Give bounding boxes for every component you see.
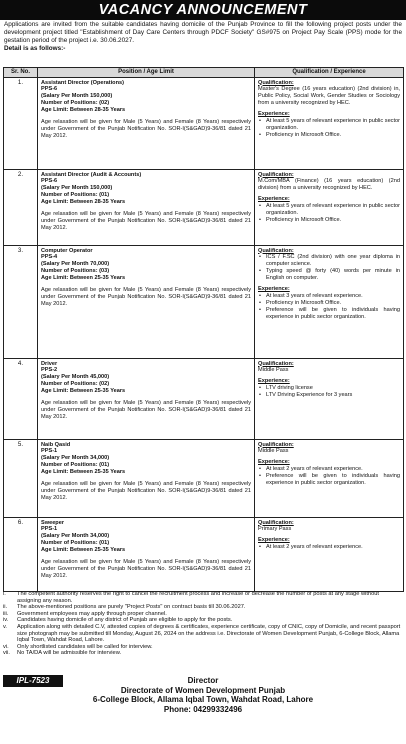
vacancy-table [3,67,404,592]
position-salary: (Salary Per Month 45,000) [41,374,110,381]
age-relaxation-text: Age relaxation will be given for Male (5 Years) and Female (8 Years) respectively under Government of the Punjab Notification No. SOR-I(S&GAD)9-36/81 dated 21 May 2012. [41,211,251,231]
sr-number: 5. [4,440,38,518]
qualification-list [258,254,400,282]
experience-heading: Experience: [258,196,290,203]
position-cell [38,440,255,518]
table-row [4,518,404,592]
list-item: • ICS / F.SC (2nd division) with one year diploma in computer science. [266,254,400,268]
qualification-text: Master's Degree (16 years education) (2nd division) in, Public Policy, Social Work, Gender Studies or Sociology from a university recognized by HEC. [258,86,400,107]
qualification-heading: Qualification: [258,171,294,178]
position-title: Naib Qasid [41,441,71,448]
position-grade: PPS-6 [41,178,58,185]
page-title: VACANCY ANNOUNCEMENT [0,0,406,20]
position-age-limit: Age Limit: Between 25-35 Years [41,547,126,554]
qualification-heading: Qualification: [258,360,294,367]
sr-header: Sr. No. [4,68,38,78]
reference-badge: IPL-7523 [3,675,63,687]
qualification-cell [255,170,404,246]
experience-heading: Experience: [258,111,290,118]
table-row [4,440,404,518]
position-title: Computer Operator [41,247,93,254]
position-salary: (Salary Per Month 150,000) [41,185,113,192]
intro-text: Applications are invited from the suitable candidates having domicile of the Punjab Province to fill the following project posts under the development project titled "Establishment of Day Care Centers through PDCF Society" GS#975 on Project Pay Scale (PPS) mode for the gestation period of the project i.e. 30.06.2027. [4,21,402,44]
position-cell [38,518,255,592]
intro-detail-label: Detail is as follows:- [4,45,66,52]
sr-number: 1. [4,78,38,170]
note-row [3,591,403,604]
position-age-limit: Age Limit: Between 28-35 Years [41,199,126,206]
position-cell [38,170,255,246]
note-text: Candidates having domicile of any district of Punjab are eligible to apply for the posts. [17,617,233,624]
position-grade: PPS-6 [41,86,58,93]
position-title: Assistant Director (Operations) [41,79,124,86]
list-item: • At least 2 years of relevant experience. [266,466,400,473]
note-row [3,644,403,651]
qualification-cell [255,518,404,592]
qualification-cell [255,440,404,518]
position-title: Sweeper [41,519,65,526]
note-row [3,624,403,644]
note-text: The above-mentioned positions are purely "Project Posts" on contract basis till 30.06.2027. [17,604,246,611]
list-item: • Typing speed @ forty (40) words per minute in English on computer. [266,268,400,282]
signature-block [0,676,406,714]
position-count: Number of Positions: (01) [41,192,110,199]
table-header-row [4,68,404,78]
position-count: Number of Positions: (02) [41,381,110,388]
note-number: i. [3,591,6,597]
note-number: vi. [3,643,9,650]
office-name: Directorate of Women Development Punjab [120,685,286,695]
note-text: No TA/DA will be admissible for interview. [17,650,122,657]
intro-paragraph [4,21,402,53]
position-count: Number of Positions: (01) [41,540,110,547]
note-row [3,617,403,624]
position-age-limit: Age Limit: Between 28-35 Years [41,107,126,114]
list-item: • Preference will be given to individuals having experience in public sector organization. [266,307,400,321]
experience-heading: Experience: [258,459,290,466]
position-title: Assistant Director (Audit & Accounts) [41,171,142,178]
list-item: • LTV Driving Experience for 3 years [266,392,400,399]
position-age-limit: Age Limit: Between 25-35 Years [41,388,126,395]
note-number: vii. [3,650,10,657]
note-number: iii. [3,610,9,617]
position-grade: PPS-4 [41,254,58,261]
qualification-text: M.Com/MBA (Finance) (16 years education) (2nd division) from a university recognized by HEC. [258,178,400,192]
table-row [4,170,404,246]
note-text: Government employees may apply through proper channel. [17,610,167,617]
qualification-heading: Qualification: [258,79,294,86]
list-item: • Preference will be given to individuals having experience in public sector organization. [266,473,400,487]
position-salary: (Salary Per Month 34,000) [41,533,110,540]
position-grade: PPS-2 [41,367,58,374]
experience-list [258,466,400,487]
position-header: Position / Age Limit [38,68,255,78]
position-grade: PPS-1 [41,448,58,455]
age-relaxation-text: Age relaxation will be given for Male (5 Years) and Female (8 Years) respectively under Government of the Punjab Notification No. SOR-I(S&GAD)9-36/81 dated 21 May 2012. [41,119,251,139]
note-text: Application along with detailed C.V, attested copies of degrees & certificates, experience certificate, copy of CNIC, copy of Domicile, and recent passport size photograph may be submitted till Monday, August 26, 2024 on the address i.e. Directorate of Women Development Punjab, 6-College Block, Allama Iqbal Town, Wahdat Road, Lahore. [17,623,401,644]
position-title: Driver [41,360,58,367]
sr-number: 4. [4,359,38,440]
note-number: v. [3,623,8,630]
qualification-text: Middle Pass [258,448,289,455]
age-relaxation-text: Age relaxation will be given for Male (5 Years) and Female (8 Years) respectively under Government of the Punjab Notification No. SOR-I(S&GAD)9-36/81 dated 21 May 2012. [41,481,251,501]
position-age-limit: Age Limit: Between 25-35 Years [41,469,126,476]
position-count: Number of Positions: (01) [41,462,110,469]
table-row [4,246,404,359]
positions-body [4,78,404,592]
note-number: ii. [3,604,8,611]
experience-heading: Experience: [258,286,290,293]
list-item: • At least 5 years of relevant experience in public sector organization. [266,118,400,132]
qualification-heading: Qualification: [258,519,294,526]
list-item: • At least 3 years of relevant experience. [266,293,400,300]
position-cell [38,246,255,359]
position-grade: PPS-1 [41,526,58,533]
office-address: 6-College Block, Allama Iqbal Town, Wahdat Road, Lahore [92,695,314,704]
note-number: iv. [3,617,9,624]
experience-list [258,385,400,399]
position-salary: (Salary Per Month 150,000) [41,93,113,100]
experience-list [258,118,400,139]
experience-heading: Experience: [258,537,290,544]
position-cell [38,359,255,440]
age-relaxation-text: Age relaxation will be given for Male (5 Years) and Female (8 Years) respectively under Government of the Punjab Notification No. SOR-I(S&GAD)9-36/81 dated 21 May 2012. [41,287,251,307]
list-item: • Proficiency in Microsoft Office. [266,217,400,224]
qualification-heading: Qualification: [258,247,294,254]
list-item: • Proficiency in Microsoft Office. [266,132,400,139]
experience-list [258,544,400,551]
note-text: Only shortlisted candidates will be called for interview. [17,643,153,650]
sr-number: 3. [4,246,38,359]
experience-heading: Experience: [258,378,290,385]
list-item: • At least 2 years of relevant experience. [266,544,400,551]
age-relaxation-text: Age relaxation will be given for Male (5 Years) and Female (8 Years) respectively under Government of the Punjab Notification No. SOR-I(S&GAD)9-36/81 dated 21 May 2012. [41,400,251,420]
office-phone: Phone: 04299332496 [163,704,243,714]
qualification-cell [255,359,404,440]
experience-list [258,293,400,321]
experience-list [258,203,400,224]
age-relaxation-text: Age relaxation will be given for Male (5 Years) and Female (8 Years) respectively under Government of the Punjab Notification No. SOR-I(S&GAD)9-36/81 dated 21 May 2012. [41,559,251,579]
designation: Director [187,676,219,685]
qualification-cell [255,78,404,170]
position-salary: (Salary Per Month 70,000) [41,261,110,268]
note-row [3,650,403,657]
table-row [4,359,404,440]
table-row [4,78,404,170]
note-row [3,604,403,611]
note-text: The competent authority reserves the right to cancel the recruitment process and increase or decrease the number of posts at any stage without assigning any reason. [17,591,379,604]
qualification-heading: Qualification: [258,441,294,448]
note-row [3,611,403,618]
position-age-limit: Age Limit: Between 25-35 Years [41,275,126,282]
list-item: • At least 5 years of relevant experience in public sector organization. [266,203,400,217]
sr-number: 2. [4,170,38,246]
qualification-header: Qualification / Experience [255,68,404,78]
position-count: Number of Positions: (02) [41,100,110,107]
position-count: Number of Positions: (03) [41,268,110,275]
qualification-cell [255,246,404,359]
notes-list [3,591,403,657]
list-item: • Proficiency in Microsoft Office. [266,300,400,307]
footer [0,675,406,744]
position-salary: (Salary Per Month 34,000) [41,455,110,462]
sr-number: 6. [4,518,38,592]
list-item: • LTV driving license [266,385,400,392]
position-cell [38,78,255,170]
qualification-text: Middle Pass [258,367,289,374]
qualification-text: Primary Pass [258,526,292,533]
